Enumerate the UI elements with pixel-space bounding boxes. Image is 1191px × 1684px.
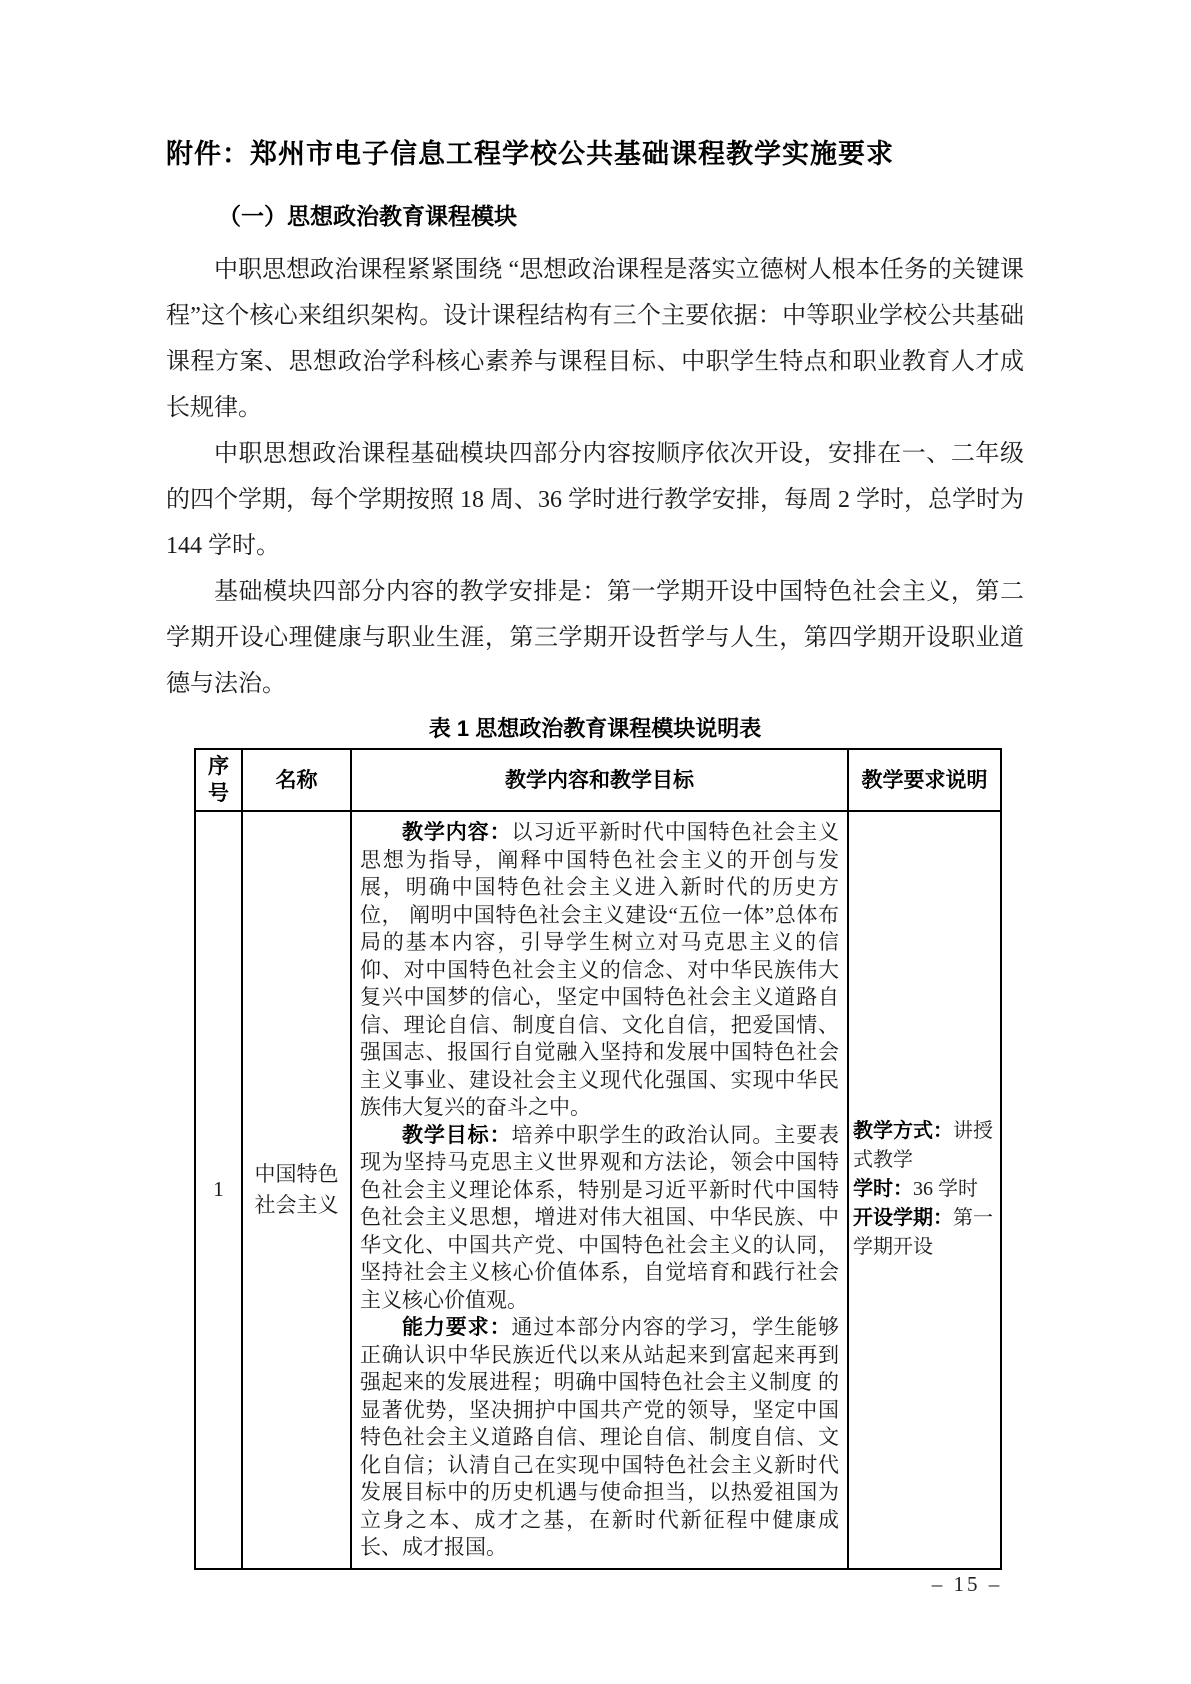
teaching-content-label: 教学内容： [402,821,512,844]
teaching-objective-text: 培养中职学生的政治认同。主要表现为坚持马克思主义世界观和方法论，领会中国特色社会主义理论体系，特别是习近平新时代中国特色社会主义思想，增进对伟大祖国、中华民族、中华文化、中国共产党、中国特色社会主义的认同，坚持社会主义核心价值体系，自觉培育和践行社会主义核心价值观。 [360,1122,840,1312]
teaching-content-text: 以习近平新时代中国特色社会主义思想为指导，阐释中国特色社会主义的开创与发展，明确中国特色社会主义进入新时代的历史方位， 阐明中国特色社会主义建设“五位一体”总体布局的基本内容，引导学生树立对马克思主义的信仰、对中国特色社会主义的信念、对中华民族伟大复兴中国梦的信心，坚定中国特色社会主义道路自信、理论自信、制度自信、文化自信，把爱国情、强国志、报国行自觉融入坚持和发展中国特色社会主义事业、建设社会主义现代化强国、实现中华民族伟大复兴的奋斗之中。 [360,820,840,1119]
teaching-method-text: 讲授式教学 [853,1120,993,1172]
paragraph-2: 中职思想政治课程基础模块四部分内容按顺序依次开设，安排在一、二年级的四个学期，每个学期按照 18 周、36 学时进行教学安排，每周 2 学时，总学时为 144 学时。 [166,441,1024,559]
course-module-table [194,748,1002,1570]
class-hours-text: 36 学时 [913,1178,978,1201]
header-cell-index: 序号 [195,749,242,811]
ability-requirement-paragraph [360,1314,839,1562]
row-index-cell: 1 [195,811,242,1569]
paragraph-1: 中职思想政治课程紧紧围绕 “思想政治课程是落实立德树人根本任务的关键课程”这个核心来组织架构。设计课程结构有三个主要依据：中等职业学校公共基础课程方案、思想政治学科核心素养与课程目标、中职学生特点和职业教育人才成长规律。 [166,257,1024,421]
table-row [195,811,1001,1569]
semester-label: 开设学期： [853,1207,953,1230]
header-cell-name: 名称 [242,749,351,811]
attachment-title: 附件：郑州市电子信息工程学校公共基础课程教学实施要求 [166,139,894,169]
teaching-objective-label: 教学目标： [402,1123,512,1147]
teaching-method-label: 教学方式： [853,1120,953,1143]
header-cell-requirements: 教学要求说明 [848,749,1001,811]
table-caption: 表 1 思想政治教育课程模块说明表 [428,716,762,741]
body-text [166,247,1024,707]
semester-text: 第一学期开设 [853,1207,993,1259]
class-hours-label: 学时： [853,1178,913,1201]
ability-requirement-label: 能力要求： [402,1316,512,1339]
requirements-cell [848,811,1001,1569]
class-hours-line [853,1175,996,1204]
header-cell-content: 教学内容和教学目标 [351,749,848,811]
table-header-row [195,749,1001,811]
teaching-objective-paragraph [360,1122,839,1315]
content-objectives-cell [351,811,848,1569]
ability-requirement-text: 通过本部分内容的学习，学生能够正确认识中华民族近代以来从站起来到富起来再到强起来的发展进程；明确中国特色社会主义制度 的显著优势，坚决拥护中国共产党的领导，坚定中国特色社会主义道路自信、理论自信、制度自信、文化自信；认清自己在实现中国特色社会主义新时代发展目标中的历史机遇与使命担当，以热爱祖国为立身之本、成才之基，在新时代新征程中健康成长、成才报国。 [360,1315,840,1559]
section-heading: （一）思想政治教育课程模块 [218,203,517,229]
course-name-cell: 中国特色社会主义 [242,811,351,1569]
teaching-content-paragraph [360,819,839,1122]
teaching-method-line [853,1117,996,1175]
page-number: – 15 – [931,1572,1003,1596]
paragraph-3: 基础模块四部分内容的教学安排是：第一学期开设中国特色社会主义，第二学期开设心理健康与职业生涯，第三学期开设哲学与人生，第四学期开设职业道德与法治。 [166,579,1024,697]
semester-line [853,1204,996,1262]
